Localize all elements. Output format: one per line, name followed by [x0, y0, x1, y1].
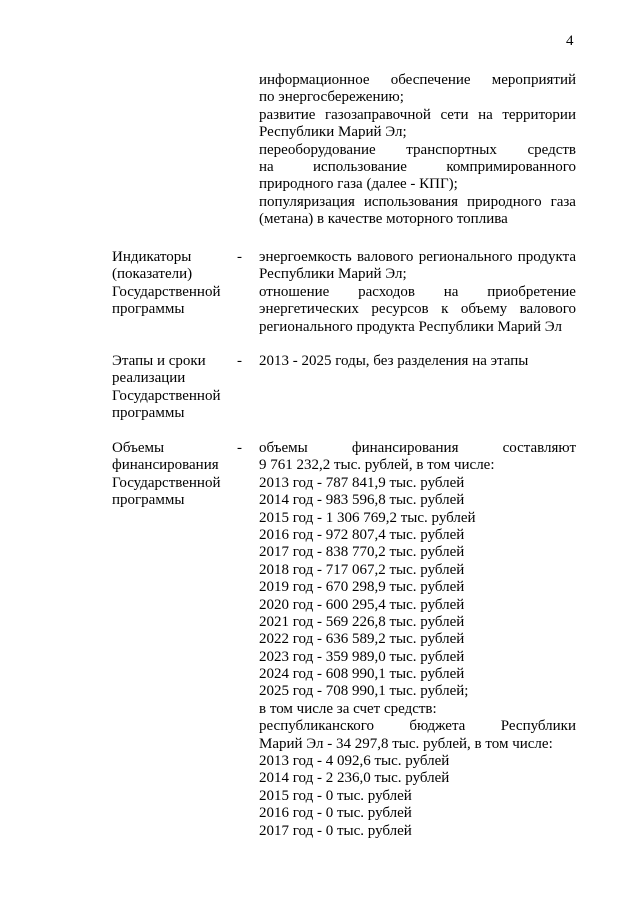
text-line — [259, 194, 576, 211]
word: средств — [527, 141, 576, 158]
text-line — [259, 718, 576, 735]
text-line — [259, 284, 576, 301]
label-line: программы — [112, 492, 185, 509]
word: на — [259, 158, 274, 175]
section-dash: - — [237, 249, 242, 265]
section-dash: - — [237, 353, 242, 369]
text-line: 2015 год - 1 306 769,2 тыс. рублей — [259, 509, 476, 526]
word: использование — [313, 158, 407, 175]
page-number: 4 — [566, 33, 574, 49]
word: газозаправочной — [324, 106, 431, 123]
text-line: 2017 год - 838 770,2 тыс. рублей — [259, 544, 465, 561]
text-line: регионального продукта Республики Марий Эл — [259, 318, 562, 335]
word: сети — [440, 106, 469, 123]
word: приобретение — [487, 283, 576, 300]
word: природного — [467, 193, 542, 210]
text-line: Республики Марий Эл; — [259, 124, 407, 141]
word: территории — [502, 106, 576, 123]
text-line: 2023 год - 359 989,0 тыс. рублей — [259, 648, 465, 665]
text-line: 2022 год - 636 589,2 тыс. рублей — [259, 631, 465, 648]
text-line — [259, 301, 576, 318]
word: республиканского — [259, 718, 374, 735]
label-line: финансирования — [112, 457, 219, 474]
text-line: в том числе за счет средств: — [259, 700, 437, 717]
text-line: 2021 год - 569 226,8 тыс. рублей — [259, 613, 465, 630]
word: обеспечение — [390, 72, 471, 88]
text-line — [259, 107, 576, 124]
text-line: Марий Эл - 34 297,8 тыс. рублей, в том числе: — [259, 735, 553, 752]
text-line: 2013 - 2025 годы, без разделения на этапы — [259, 353, 529, 369]
section-value — [259, 440, 576, 840]
word: объемы — [259, 440, 308, 456]
word: использования — [363, 193, 459, 210]
word: объему — [460, 301, 508, 318]
word: популяризация — [259, 193, 355, 210]
text-line: 2016 год - 0 тыс. рублей — [259, 805, 412, 822]
text-line: 2014 год - 983 596,8 тыс. рублей — [259, 492, 465, 509]
text-line — [259, 142, 576, 159]
label-line: (показатели) — [112, 266, 193, 283]
word: компримированного — [446, 158, 576, 175]
label-line: Государственной — [112, 283, 221, 300]
text-line: природного газа (далее - КПГ); — [259, 176, 458, 193]
section-label — [112, 440, 230, 510]
label-line: Государственной — [112, 387, 221, 404]
text-line: 2019 год - 670 298,9 тыс. рублей — [259, 579, 465, 596]
word: Республики — [500, 718, 576, 735]
text-line: 9 761 232,2 тыс. рублей, в том числе: — [259, 457, 495, 474]
word: финансирования — [351, 440, 459, 456]
label-line: Объемы — [112, 440, 165, 456]
label-line: программы — [112, 301, 185, 318]
word: регионального — [418, 249, 513, 265]
text-line: (метана) в качестве моторного топлива — [259, 211, 508, 228]
word: валового — [356, 249, 414, 265]
word: отношение — [259, 283, 330, 300]
text-line: 2014 год - 2 236,0 тыс. рублей — [259, 770, 450, 787]
text-line: 2020 год - 600 295,4 тыс. рублей — [259, 596, 465, 613]
word: продукта — [517, 249, 576, 265]
word: мероприятий — [491, 72, 576, 88]
label-line: реализации — [112, 370, 186, 387]
text-line: 2017 год - 0 тыс. рублей — [259, 822, 412, 839]
word: газа — [550, 193, 576, 210]
word: развитие — [259, 106, 316, 123]
word: информационное — [259, 72, 370, 88]
text-line: 2015 год - 0 тыс. рублей — [259, 787, 412, 804]
word: ресурсов — [371, 301, 429, 318]
label-line: Этапы и сроки — [112, 353, 206, 369]
label-line: Индикаторы — [112, 249, 192, 265]
word: валового — [519, 301, 576, 318]
word: расходов — [358, 283, 415, 300]
word: транспортных — [406, 141, 497, 158]
word: составляют — [502, 440, 576, 456]
word: энергетических — [259, 301, 359, 318]
word: к — [441, 301, 449, 318]
text-line — [259, 249, 576, 266]
text-line: 2013 год - 787 841,9 тыс. рублей — [259, 474, 465, 491]
top-block-text — [259, 72, 576, 229]
section-label — [112, 249, 230, 319]
word: на — [443, 283, 459, 300]
text-line: Республики Марий Эл; — [259, 266, 407, 283]
section-dash: - — [237, 440, 242, 456]
text-line — [259, 440, 576, 457]
text-line: 2018 год - 717 067,2 тыс. рублей — [259, 561, 465, 578]
label-line: программы — [112, 405, 185, 422]
word: энергоемкость — [259, 249, 352, 265]
word: на — [478, 106, 493, 123]
section-label — [112, 353, 230, 423]
text-line: 2025 год - 708 990,1 тыс. рублей; — [259, 683, 469, 700]
text-line: 2013 год - 4 092,6 тыс. рублей — [259, 753, 450, 770]
section-value — [259, 249, 576, 336]
text-line — [259, 159, 576, 176]
text-line: по энергосбережению; — [259, 89, 404, 106]
text-line: 2016 год - 972 807,4 тыс. рублей — [259, 526, 465, 543]
text-line — [259, 72, 576, 89]
word: переоборудование — [259, 141, 376, 158]
section-value — [259, 353, 576, 370]
word: бюджета — [409, 718, 466, 735]
label-line: Государственной — [112, 474, 221, 491]
text-line: 2024 год - 608 990,1 тыс. рублей — [259, 666, 465, 683]
